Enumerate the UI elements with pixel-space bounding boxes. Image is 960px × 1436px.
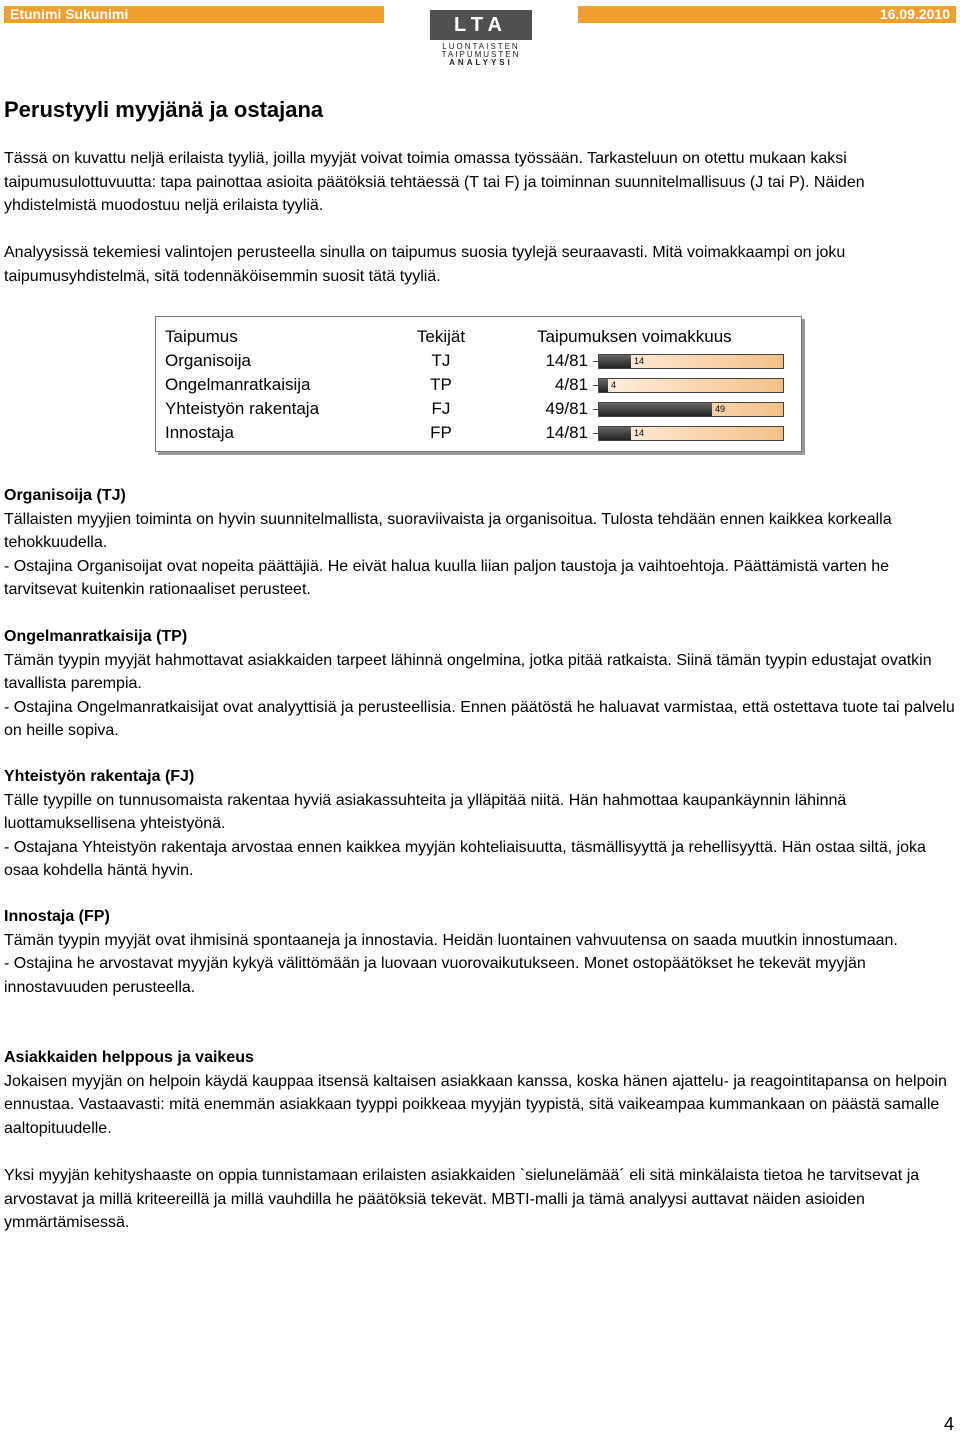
section-ongelmanratkaisija <box>4 625 956 743</box>
logo-line-3: ANALYYSI <box>449 58 513 67</box>
row-score: 14/81 <box>545 423 588 442</box>
section-organisoija <box>4 484 956 602</box>
intro-paragraph-2: Analyysissä tekemiesi valintojen perusteella sinulla on taipumus suosia tyylejä seuraavasti. Mitä voimakkaampi on joku taipumusyhdistelmä, sitä todennäköisemmin suosit tätä tyyliä. <box>4 244 846 285</box>
strength-bar-label: 49 <box>715 404 726 414</box>
strength-bar <box>598 426 784 441</box>
section-paragraph: Tälle tyypille on tunnusomaista rakentaa hyviä asiakassuhteita ja ylläpitää niitä. Hän hahmottaa kaupankäynnin lähinnä luottamuksellisena yhteistyönä. <box>4 791 847 832</box>
row-score: 14/81 <box>545 351 588 370</box>
table-row <box>156 397 801 421</box>
row-code: TP <box>430 375 452 394</box>
section-heading: Ongelmanratkaisija (TP) <box>4 628 188 645</box>
lta-logo <box>426 6 536 66</box>
row-name: Ongelmanratkaisija <box>165 375 311 394</box>
page-title: Perustyyli myyjänä ja ostajana <box>4 97 324 122</box>
section-asiakkaiden-helppous <box>4 1046 956 1140</box>
table-row <box>156 421 801 445</box>
intro-paragraph-1: Tässä on kuvattu neljä erilaista tyyliä, joilla myyjät voivat toimia omassa työssään. Tarkasteluun on otettu mukaan kaksi taipumusulottuvuutta: tapa painottaa asioita päätöksiä tehtäessä (T tai F) ja toiminnan suunnitelmallisuus (J tai P). Näiden yhdistelmistä muodostuu neljä erilaista tyyliä. <box>4 150 865 214</box>
strength-bar-fill <box>599 379 608 392</box>
strength-bar-label: 14 <box>634 356 645 366</box>
strength-bar-fill <box>599 427 631 440</box>
strength-bar-label: 4 <box>611 380 617 390</box>
section-yhteistyon-rakentaja <box>4 765 956 883</box>
strength-bar-label: 14 <box>634 428 645 438</box>
section-paragraph: Jokaisen myyjän on helpoin käydä kauppaa itsensä kaltaisen asiakkaan kanssa, koska hänen ajattelu- ja reagointitapansa on helpoin ennustaa. Vastaavasti: mitä enemmän asiakkaan tyyppi poikkeaa myyjän tyypistä, sitä vaikeampaa kummankaan on päästä samalle aaltopituudelle. <box>4 1072 947 1137</box>
row-code: FJ <box>431 399 451 418</box>
row-code: TJ <box>431 351 451 370</box>
section-paragraph: - Ostajina Organisoijat ovat nopeita päättäjiä. He eivät halua kuulla liian paljon taustoja ja vaihtoehtoja. Päättämistä varten he tarvitsevat kuitenkin rationaaliset perusteet. <box>4 557 889 598</box>
row-score: 49/81 <box>545 399 588 418</box>
strength-bar <box>598 378 784 393</box>
section-paragraph: Tämän tyypin myyjät hahmottavat asiakkaiden tarpeet lähinnä ongelmina, jotka pitää ratkaista. Siinä tämän tyypin edustajat ovatkin tavallista parempia. <box>4 651 932 692</box>
section-heading: Organisoija (TJ) <box>4 487 126 504</box>
header-taipumus: Taipumus <box>165 327 238 346</box>
logo-line-2: TAIPUMUSTEN <box>441 50 521 59</box>
section-heading: Asiakkaiden helppous ja vaikeus <box>4 1049 254 1066</box>
logo-mark: LTA <box>454 14 508 36</box>
section-closing <box>4 1164 956 1235</box>
section-paragraph: Yksi myyjän kehityshaaste on oppia tunnistamaan erilaisten asiakkaiden `sielunelämää´ eli sitä minkälaista tietoa he tarvitsevat ja arvostavat ja millä kriteereillä ja millä vauhdilla he päätöksiä tekevät. MBTI-malli ja tämä analyysi auttavat näiden asioiden ymmärtämisessä. <box>4 1167 920 1231</box>
row-code: FP <box>430 423 452 442</box>
page-number: 4 <box>943 1414 954 1434</box>
section-paragraph: - Ostajina he arvostavat myyjän kykyä välittömään ja luovaan vuorovaikutukseen. Monet ostopäätökset he tekevät myyjän innostavuuden perusteella. <box>4 955 866 996</box>
section-paragraph: - Ostajana Yhteistyön rakentaja arvostaa ennen kaikkea myyjän kohteliaisuutta, täsmällisyyttä ja rehellisyyttä. Hän ostaa siltä, joka osaa kohdella häntä hyvin. <box>4 838 926 879</box>
strength-bar <box>598 402 784 417</box>
table-row <box>156 373 801 397</box>
section-heading: Yhteistyön rakentaja (FJ) <box>4 768 195 785</box>
header-date: 16.09.2010 <box>578 6 956 23</box>
strength-bar-fill <box>599 403 712 416</box>
section-innostaja <box>4 905 956 999</box>
strength-bar <box>598 354 784 369</box>
table-row <box>156 349 801 373</box>
header-tekijat: Tekijät <box>416 327 466 346</box>
row-name: Yhteistyön rakentaja <box>165 399 320 418</box>
section-heading: Innostaja (FP) <box>4 908 110 925</box>
table-header-row <box>156 325 801 349</box>
row-name: Innostaja <box>165 423 234 442</box>
logo-line-1: LUONTAISTEN <box>442 42 520 51</box>
header-name: Etunimi Sukunimi <box>4 6 384 23</box>
section-paragraph: - Ostajina Ongelmanratkaisijat ovat analyyttisiä ja perusteellisia. Ennen päätöstä he haluavat varmistaa, että ostettava tuote tai palvelu on heille sopiva. <box>4 698 955 739</box>
row-score: 4/81 <box>554 375 588 394</box>
row-name: Organisoija <box>165 351 251 370</box>
header-voimakkuus: Taipumuksen voimakkuus <box>537 327 732 346</box>
section-paragraph: Tämän tyypin myyjät ovat ihmisinä spontaaneja ja innostavia. Heidän luontainen vahvuutensa on saada muutkin innostumaan. <box>4 931 898 949</box>
tendency-table <box>155 316 802 452</box>
strength-bar-fill <box>599 355 631 368</box>
section-paragraph: Tällaisten myyjien toiminta on hyvin suunnitelmallista, suoraviivaista ja organisoitua. Tulosta tehdään ennen kaikkea korkealla tehokkuudella. <box>4 510 892 551</box>
